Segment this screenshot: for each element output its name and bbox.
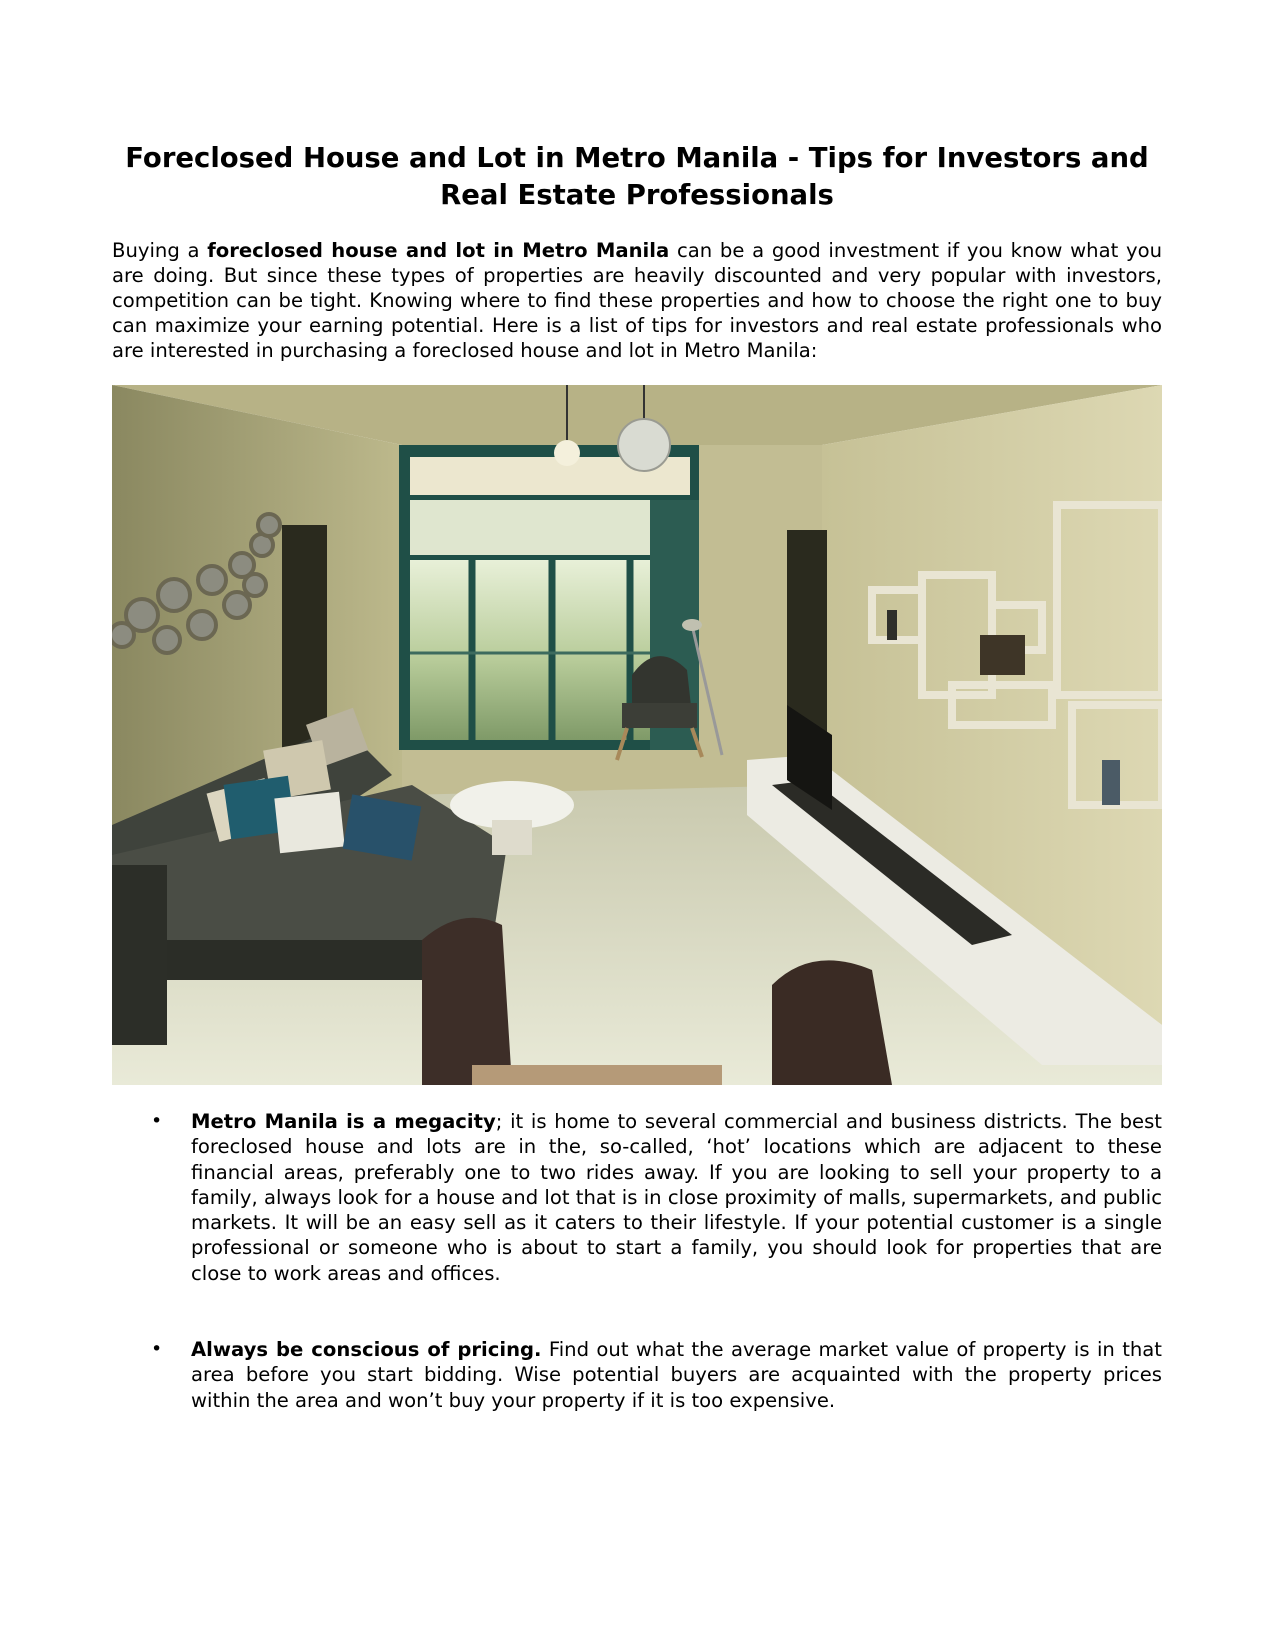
bullet-marker: • bbox=[151, 1110, 163, 1132]
pendant-light bbox=[554, 440, 580, 466]
intro-body: can be a good investment if you know what you are doing. But since these types of properties are heavily discounted and very popular with investors, competition can be tight. Knowing where to find these properties and how to choose the right one to buy can maximize your earning potential. Here is a list of tips for investors and real estate professionals who are interested in purchasing a foreclosed house and lot in Metro Manila: bbox=[112, 239, 1162, 362]
picture-frame bbox=[980, 635, 1025, 675]
intro-paragraph bbox=[112, 238, 1162, 363]
page-title: Foreclosed House and Lot in Metro Manila - Tips for Investors and Real Estate Professionals bbox=[125, 142, 1149, 211]
bullet-marker: • bbox=[151, 1338, 163, 1361]
tip-pricing bbox=[112, 1337, 1162, 1413]
tip-heading: Always be conscious of pricing. bbox=[191, 1338, 542, 1362]
intro-keyword: foreclosed house and lot in Metro Manila bbox=[207, 239, 670, 262]
living-room-photo bbox=[112, 385, 1162, 1085]
tips-list bbox=[112, 1109, 1162, 1413]
dining-table-edge bbox=[472, 1065, 722, 1085]
tip-megacity bbox=[112, 1109, 1162, 1286]
tip-body: ; it is home to several commercial and business districts. The best foreclosed house and lots are in the, so-called, ‘hot’ locations which are adjacent to these financial areas, preferably one to two rides away. If you are looking to sell your property to a family, always look for a house and lot that is in close proximity of malls, supermarkets, and public markets. It will be an easy sell as it caters to their lifestyle. If your potential customer is a single professional or someone who is about to start a family, you should look for properties that are close to work areas and offices. bbox=[191, 1110, 1162, 1285]
tip-heading: Metro Manila is a megacity bbox=[191, 1110, 496, 1133]
window-glass bbox=[410, 560, 650, 740]
tip-body: Find out what the average market value of property is in that area before you start bidding. Wise potential buyers are acquainted with the property prices within the area and won’t buy your property if it is too expensive. bbox=[191, 1338, 1162, 1412]
dining-chair-left bbox=[422, 918, 512, 1085]
intro-prefix: Buying a bbox=[112, 239, 208, 262]
document-page bbox=[112, 140, 1162, 1413]
pendant-globe bbox=[618, 419, 670, 471]
